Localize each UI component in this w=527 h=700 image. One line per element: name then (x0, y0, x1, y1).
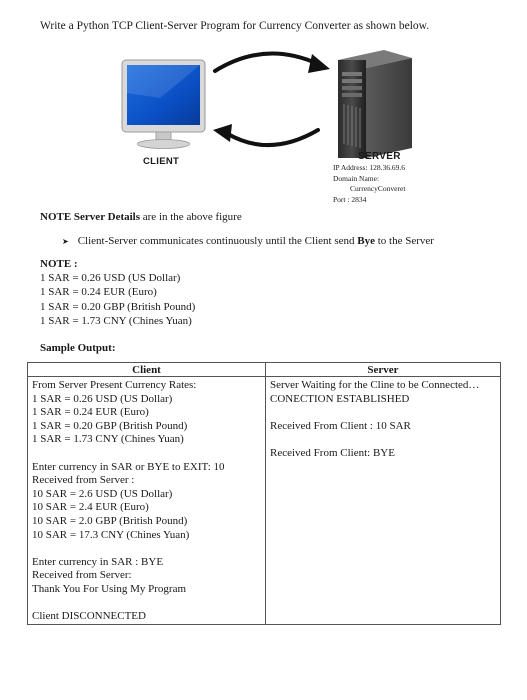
client-line: 10 SAR = 2.4 EUR (Euro) (32, 501, 149, 514)
server-line (270, 433, 496, 447)
note-server-bold: NOTE Server Details (40, 211, 141, 223)
note-server-rest: are in the above figure (140, 211, 242, 223)
monitor-icon (122, 60, 205, 149)
client-line: 10 SAR = 17.3 CNY (Chines Yuan) (32, 528, 190, 541)
server-caption: SERVER (358, 151, 401, 162)
client-line: 1 SAR = 0.20 GBP (British Pound) (32, 419, 188, 432)
request-arrow-icon (215, 54, 318, 71)
rate-line: 1 SAR = 0.24 EUR (Euro) (40, 286, 157, 299)
server-line: Server Waiting for the Cline to be Connected… (270, 379, 480, 391)
note-heading: NOTE : (40, 258, 78, 270)
client-caption: CLIENT (143, 156, 180, 167)
rate-line: 1 SAR = 0.20 GBP (British Pound) (40, 300, 196, 313)
server-ip: IP Address: 128.36.69.6 (333, 163, 406, 172)
client-line: 1 SAR = 0.26 USD (US Dollar) (32, 392, 173, 405)
client-line (32, 597, 261, 611)
client-line: Client DISCONNECTED (32, 610, 146, 623)
bullet-text-after: to the Server (374, 235, 434, 247)
server-line: CONECTION ESTABLISHED (270, 392, 410, 405)
response-arrow-icon (228, 130, 318, 145)
note-rates (40, 257, 195, 328)
client-line: 10 SAR = 2.6 USD (US Dollar) (32, 487, 173, 500)
server-line: Received From Client : 10 SAR (270, 419, 411, 432)
sample-output-table (27, 362, 501, 625)
server-line: Received From Client: BYE (270, 446, 395, 459)
bullet-item (62, 235, 434, 247)
server-domain-label: Domain Name: (333, 173, 380, 183)
note-server-details (40, 211, 242, 223)
client-line: 1 SAR = 1.73 CNY (Chines Yuan) (32, 433, 184, 446)
server-tower-icon (338, 50, 412, 158)
rate-line: 1 SAR = 0.26 USD (US Dollar) (40, 272, 181, 285)
client-line (32, 542, 261, 556)
server-details (333, 163, 405, 205)
client-output-cell (28, 377, 266, 625)
page-title: Write a Python TCP Client-Server Program for Currency Converter as shown below. (40, 20, 430, 32)
server-port: Port : 2834 (333, 194, 367, 204)
client-line: Received from Server: (32, 569, 132, 582)
client-line: Enter currency in SAR or BYE to EXIT: 10 (32, 460, 225, 473)
server-domain-value: CurrencyConveret (350, 184, 406, 193)
server-column-header: Server (266, 363, 501, 377)
client-line: 10 SAR = 2.0 GBP (British Pound) (32, 514, 188, 527)
sample-output-heading: Sample Output: (40, 342, 116, 354)
bullet-text-bold: Bye (357, 235, 375, 247)
rate-line: 1 SAR = 1.73 CNY (Chines Yuan) (40, 314, 192, 327)
bullet-text-before: Client-Server communicates continuously until the Client send (77, 235, 358, 247)
client-line: Received from Server : (32, 474, 135, 487)
client-line: 1 SAR = 0.24 EUR (Euro) (32, 406, 149, 419)
server-output-cell (266, 377, 501, 625)
arrow-bullet-icon: ➤ (62, 237, 69, 246)
client-line: Enter currency in SAR : BYE (32, 555, 164, 568)
client-column-header: Client (28, 363, 266, 377)
client-line: Thank You For Using My Program (32, 582, 187, 595)
client-line (32, 447, 261, 461)
server-line (270, 406, 496, 420)
client-line: From Server Present Currency Rates: (32, 379, 197, 391)
